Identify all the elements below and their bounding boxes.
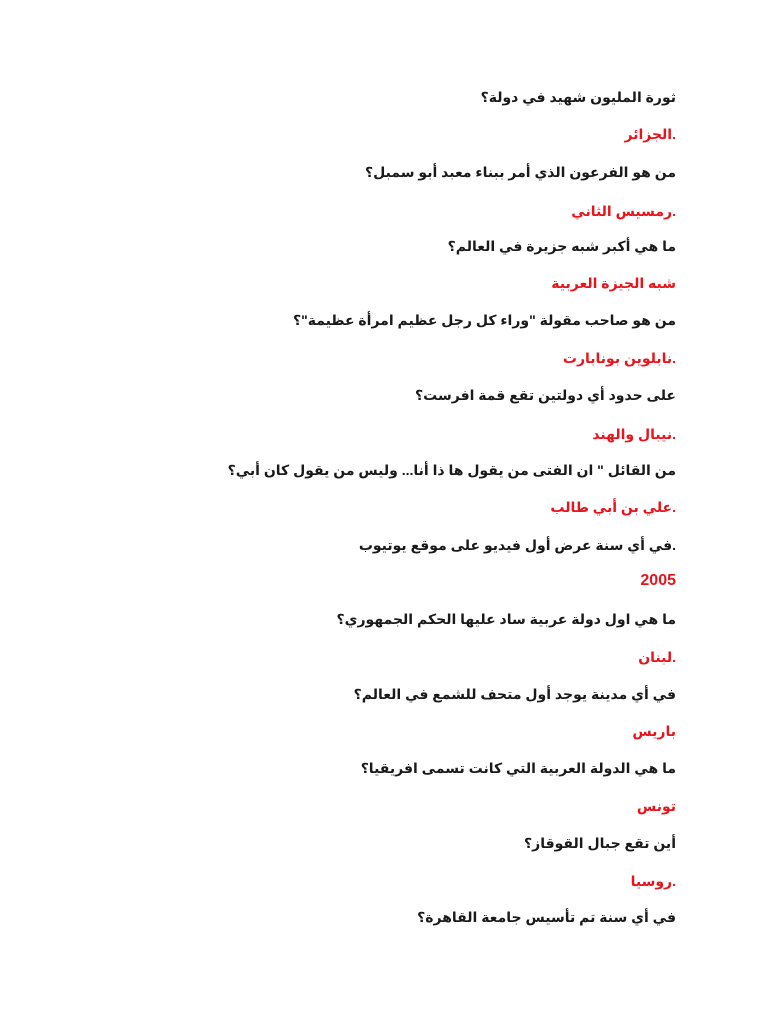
question-6: من القائل " ان الفتى من يقول ها ذا أنا... وليس من يقول كان أبي؟ bbox=[227, 462, 676, 478]
question-12: في أي سنة تم تأسيس جامعة القاهرة؟ bbox=[417, 909, 676, 925]
question-11: أين تقع جبال القوقاز؟ bbox=[524, 835, 676, 851]
question-9: في أي مدينة يوجد أول متحف للشمع في العالم؟ bbox=[353, 686, 676, 702]
question-2: من هو الفرعون الذي أمر ببناء معبد أبو سمبل؟ bbox=[365, 164, 676, 180]
answer-11: .روسيا bbox=[630, 873, 676, 889]
answer-3: شبه الجيزة العربية bbox=[551, 275, 676, 291]
answer-5: .نيبال والهند bbox=[592, 426, 676, 442]
answer-6: .علي بن أبي طالب bbox=[550, 499, 676, 515]
question-5: على حدود أي دولتين تقع قمة افرست؟ bbox=[415, 387, 676, 403]
answer-4: .نابلوين بونابارت bbox=[562, 350, 676, 366]
answer-1: .الجزائر bbox=[624, 126, 676, 142]
question-3: ما هي أكبر شبه جزيرة في العالم؟ bbox=[447, 238, 676, 254]
answer-8: .لبنان bbox=[638, 649, 676, 665]
answer-2: .رمسيس الثاني bbox=[571, 203, 676, 219]
question-8: ما هي اول دولة عربية ساد عليها الحكم الجمهوري؟ bbox=[336, 611, 676, 627]
answer-9: باريس bbox=[632, 723, 676, 739]
question-1: ثورة المليون شهيد في دولة؟ bbox=[480, 89, 676, 105]
answer-10: تونس bbox=[636, 798, 676, 814]
question-4: من هو صاحب مقولة "وراء كل رجل عظيم امرأة عظيمة"؟ bbox=[292, 312, 676, 328]
answer-7: 2005 bbox=[640, 572, 676, 589]
question-10: ما هي الدولة العربية التي كانت تسمى افريقيا؟ bbox=[360, 760, 676, 776]
question-7: .في أي سنة عرض أول فيديو على موقع يوتيوب bbox=[358, 537, 676, 553]
